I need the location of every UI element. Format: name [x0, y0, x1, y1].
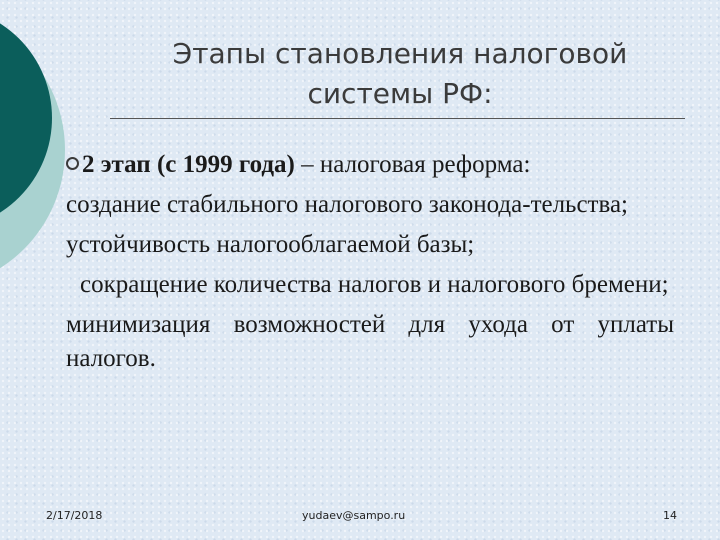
- list-item: создание стабильного налогового законода-тельства;: [66, 191, 628, 218]
- footer-email: yudaev@sampo.ru: [302, 509, 406, 522]
- stage-description: – налоговая реформа:: [294, 151, 531, 178]
- stage-label: 2 этап (с 1999 года): [82, 151, 295, 178]
- slide-title: Этапы становления налоговой системы РФ:: [172, 37, 628, 110]
- list-item: сокращение количества налогов и налогового бремени;: [80, 271, 669, 298]
- title-divider: [110, 118, 685, 119]
- footer-date: 2/17/2018: [46, 509, 103, 522]
- circle-bullet-icon: [66, 157, 79, 170]
- stage-heading: [66, 148, 674, 182]
- slide-body: [66, 148, 674, 376]
- list-item: минимизация возможностей для ухода от уплаты налогов.: [66, 311, 674, 372]
- footer-page-number: 14: [663, 509, 677, 522]
- list-item: устойчивость налогооблагаемой базы;: [66, 231, 475, 258]
